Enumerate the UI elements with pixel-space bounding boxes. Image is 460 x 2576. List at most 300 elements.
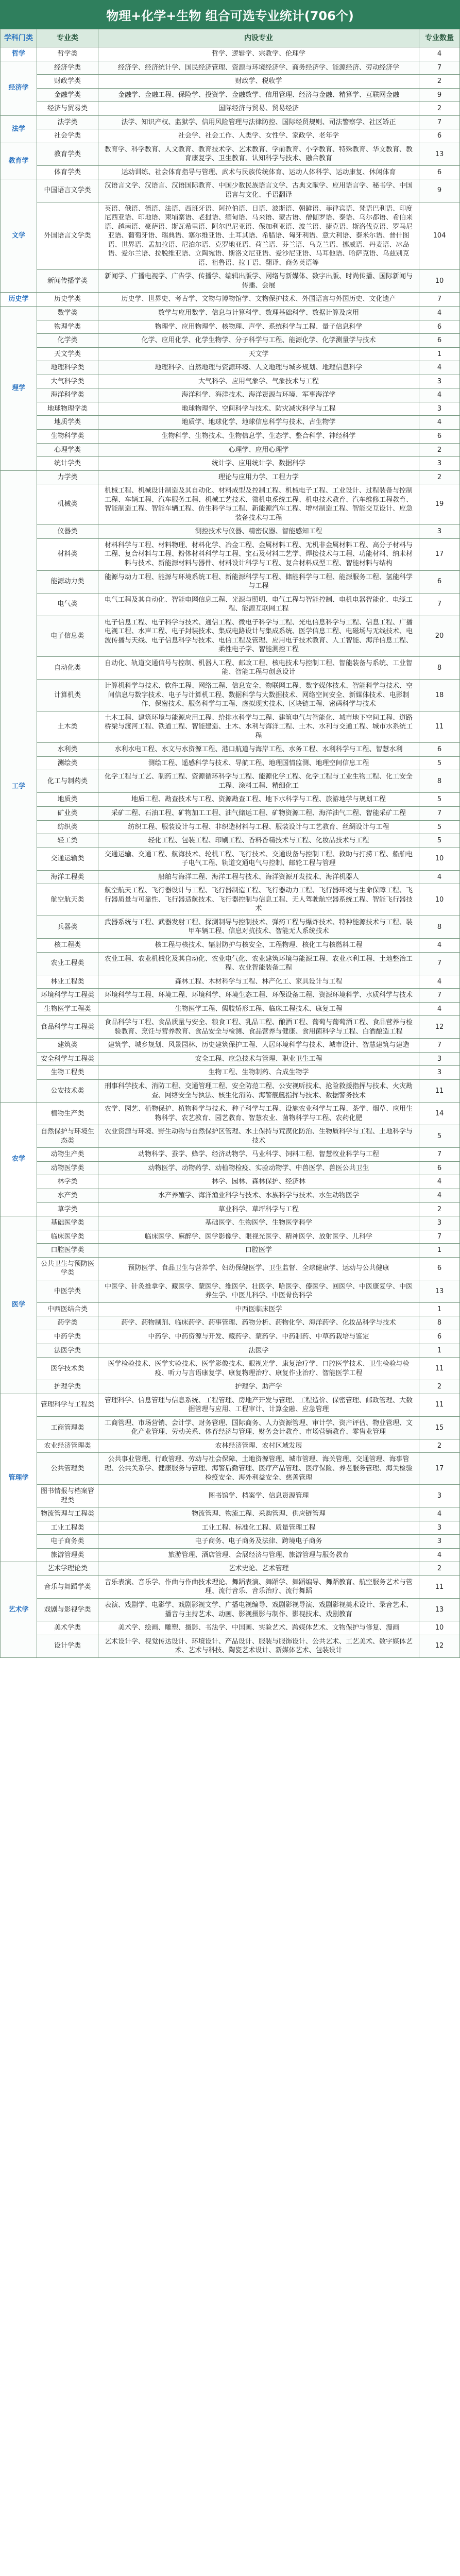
table-row bbox=[1, 1189, 460, 1202]
class-cell: 交通运输类 bbox=[37, 848, 98, 870]
majors-cell: 农业资源与环境、野生动物与自然保护区管理、水土保持与荒漠化防治、生物质科学与工程、土地科学与技术 bbox=[98, 1125, 419, 1148]
class-cell: 航空航天类 bbox=[37, 884, 98, 916]
count-cell: 7 bbox=[419, 807, 460, 821]
majors-cell: 护理学、助产学 bbox=[98, 1380, 419, 1394]
majors-cell: 食品科学与工程、食品质量与安全、粮食工程、乳品工程、酿酒工程、葡萄与葡萄酒工程、食品营养与检验教育、烹饪与营养教育、食品安全与检测、食品营养与健康、食用菌科学与工程、白酒酿造工程 bbox=[98, 1016, 419, 1039]
count-cell: 20 bbox=[419, 616, 460, 656]
class-cell: 经济与贸易类 bbox=[37, 102, 98, 116]
table-row bbox=[1, 1161, 460, 1175]
class-cell: 大气科学类 bbox=[37, 375, 98, 388]
table-row bbox=[1, 1344, 460, 1358]
majors-cell: 运动训练、社会体育指导与管理、武术与民族传统体育、运动人体科学、运动康复、休闲体育 bbox=[98, 165, 419, 179]
count-cell: 13 bbox=[419, 143, 460, 165]
table-row bbox=[1, 457, 460, 471]
majors-cell: 音乐表演、音乐学、作曲与作曲技术理论、舞蹈表演、舞蹈学、舞蹈编导、舞蹈教育、航空服务艺术与管理、流行音乐、音乐治疗、流行舞蹈 bbox=[98, 1575, 419, 1598]
class-cell: 设计学类 bbox=[37, 1635, 98, 1657]
class-cell: 新闻传播学类 bbox=[37, 270, 98, 293]
class-cell: 水产类 bbox=[37, 1189, 98, 1202]
class-cell: 林学类 bbox=[37, 1175, 98, 1189]
majors-cell: 化学工程与工艺、制药工程、资源循环科学与工程、能源化学工程、化学工程与工业生物工程、化工安全工程、涂料工程、精细化工 bbox=[98, 770, 419, 793]
majors-cell: 大气科学、应用气象学、气象技术与工程 bbox=[98, 375, 419, 388]
count-cell: 2 bbox=[419, 75, 460, 89]
class-cell: 化学类 bbox=[37, 334, 98, 348]
table-row bbox=[1, 1316, 460, 1330]
class-cell: 基础医学类 bbox=[37, 1216, 98, 1230]
class-cell: 草学类 bbox=[37, 1202, 98, 1216]
category-cell: 工学 bbox=[1, 470, 37, 1103]
category-cell: 艺术学 bbox=[1, 1562, 37, 1657]
header-count: 专业数量 bbox=[419, 29, 460, 47]
class-cell: 生物医学工程类 bbox=[37, 1002, 98, 1016]
class-cell: 电子信息类 bbox=[37, 616, 98, 656]
class-cell: 动物生产类 bbox=[37, 1148, 98, 1162]
majors-cell: 基础医学、生物医学、生物医学科学 bbox=[98, 1216, 419, 1230]
count-cell: 3 bbox=[419, 525, 460, 539]
class-cell: 医学技术类 bbox=[37, 1358, 98, 1380]
majors-cell: 国际经济与贸易、贸易经济 bbox=[98, 102, 419, 116]
majors-cell: 地球物理学、空间科学与技术、防灾减灾科学与工程 bbox=[98, 402, 419, 416]
majors-cell: 森林工程、木材科学与工程、林产化工、家具设计与工程 bbox=[98, 975, 419, 989]
majors-cell: 地理科学、自然地理与资源环境、人文地理与城乡规划、地理信息科学 bbox=[98, 361, 419, 375]
table-row bbox=[1, 916, 460, 938]
table-row bbox=[1, 820, 460, 834]
count-cell: 2 bbox=[419, 1562, 460, 1576]
table-row bbox=[1, 1280, 460, 1302]
majors-cell: 经济学、经济统计学、国民经济管理、资源与环境经济学、商务经济学、能源经济、劳动经济学 bbox=[98, 61, 419, 75]
count-cell: 6 bbox=[419, 1161, 460, 1175]
count-cell: 4 bbox=[419, 870, 460, 884]
count-cell: 8 bbox=[419, 1316, 460, 1330]
majors-cell: 地质工程、勘查技术与工程、资源勘查工程、地下水科学与工程、旅游地学与规划工程 bbox=[98, 793, 419, 807]
class-cell: 海洋科学类 bbox=[37, 388, 98, 402]
majors-cell: 口腔医学 bbox=[98, 1244, 419, 1258]
table-row bbox=[1, 1066, 460, 1080]
majors-cell: 安全工程、应急技术与管理、职业卫生工程 bbox=[98, 1052, 419, 1066]
count-cell: 4 bbox=[419, 388, 460, 402]
count-cell: 4 bbox=[419, 361, 460, 375]
class-cell: 计算机类 bbox=[37, 679, 98, 711]
class-cell: 戏剧与影视学类 bbox=[37, 1599, 98, 1621]
class-cell: 环境科学与工程类 bbox=[37, 989, 98, 1003]
count-cell: 3 bbox=[419, 375, 460, 388]
majors-cell: 测控技术与仪器、精密仪器、智能感知工程 bbox=[98, 525, 419, 539]
class-cell: 统计学类 bbox=[37, 457, 98, 471]
class-cell: 图书情报与档案管理类 bbox=[37, 1485, 98, 1507]
class-cell: 自然保护与环境生态类 bbox=[37, 1125, 98, 1148]
class-cell: 物理学类 bbox=[37, 320, 98, 334]
majors-cell: 艺术史论、艺术管理 bbox=[98, 1562, 419, 1576]
class-cell: 轻工类 bbox=[37, 834, 98, 848]
majors-cell: 教育学、科学教育、人文教育、教育技术学、艺术教育、学前教育、小学教育、特殊教育、华文教育、教育康复学、卫生教育、认知科学与技术、融合教育 bbox=[98, 143, 419, 165]
majors-cell: 能源与动力工程、能源与环境系统工程、新能源科学与工程、储能科学与工程、能源服务工程、氢能科学与工程 bbox=[98, 570, 419, 593]
table-row bbox=[1, 115, 460, 129]
count-cell: 11 bbox=[419, 1358, 460, 1380]
category-cell: 历史学 bbox=[1, 293, 37, 307]
majors-cell: 计算机科学与技术、软件工程、网络工程、信息安全、物联网工程、数字媒体技术、智能科学与技术、空间信息与数字技术、电子与计算机工程、数据科学与大数据技术、网络空间安全、新媒体技术、电影制作、保密技术、服务科学与工程、虚拟现实技术、区块链工程、密码科学与技术 bbox=[98, 679, 419, 711]
class-cell: 美术学类 bbox=[37, 1621, 98, 1635]
header-class: 专业类 bbox=[37, 29, 98, 47]
count-cell: 14 bbox=[419, 1103, 460, 1125]
count-cell: 7 bbox=[419, 61, 460, 75]
category-cell: 医学 bbox=[1, 1216, 37, 1394]
class-cell: 地理科学类 bbox=[37, 361, 98, 375]
majors-cell: 医学检验技术、医学实验技术、医学影像技术、眼视光学、康复治疗学、口腔医学技术、卫生检验与检疫、听力与言语康复学、康复物理治疗、康复作业治疗、智能医学工程 bbox=[98, 1358, 419, 1380]
table-row bbox=[1, 416, 460, 430]
count-cell: 4 bbox=[419, 975, 460, 989]
class-cell: 地质类 bbox=[37, 793, 98, 807]
majors-cell: 水利水电工程、水文与水资源工程、港口航道与海岸工程、水务工程、水利科学与工程、智慧水利 bbox=[98, 743, 419, 757]
majors-cell: 动物医学、动物药学、动植物检疫、实验动物学、中兽医学、兽医公共卫生 bbox=[98, 1161, 419, 1175]
table-row bbox=[1, 807, 460, 821]
class-cell: 建筑类 bbox=[37, 1039, 98, 1053]
count-cell: 6 bbox=[419, 165, 460, 179]
count-cell: 13 bbox=[419, 1599, 460, 1621]
table-row bbox=[1, 884, 460, 916]
class-cell: 中国语言文学类 bbox=[37, 179, 98, 202]
majors-cell: 测绘工程、遥感科学与技术、导航工程、地理国情监测、地理空间信息工程 bbox=[98, 756, 419, 770]
class-cell: 地球物理学类 bbox=[37, 402, 98, 416]
count-cell: 9 bbox=[419, 88, 460, 102]
majors-cell: 轻化工程、包装工程、印刷工程、香料香精技术与工程、化妆品技术与工程 bbox=[98, 834, 419, 848]
class-cell: 安全科学与工程类 bbox=[37, 1052, 98, 1066]
count-cell: 3 bbox=[419, 1535, 460, 1549]
table-row bbox=[1, 75, 460, 89]
class-cell: 法学类 bbox=[37, 115, 98, 129]
class-cell: 测绘类 bbox=[37, 756, 98, 770]
majors-cell: 中西医临床医学 bbox=[98, 1302, 419, 1316]
class-cell: 社会学类 bbox=[37, 129, 98, 143]
class-cell: 心理学类 bbox=[37, 443, 98, 457]
class-cell: 法医学类 bbox=[37, 1344, 98, 1358]
majors-cell: 美术学、绘画、雕塑、摄影、书法学、中国画、实验艺术、跨媒体艺术、文物保护与修复、漫画 bbox=[98, 1621, 419, 1635]
majors-cell: 物理学、应用物理学、核物理、声学、系统科学与工程、量子信息科学 bbox=[98, 320, 419, 334]
majors-cell: 化学、应用化学、化学生物学、分子科学与工程、能源化学、化学测量学与技术 bbox=[98, 334, 419, 348]
count-cell: 11 bbox=[419, 1080, 460, 1103]
class-cell: 地质学类 bbox=[37, 416, 98, 430]
majors-cell: 刑事科学技术、消防工程、交通管理工程、安全防范工程、公安视听技术、抢险救援指挥与技术、火灾勘查、网络安全与执法、核生化消防、海警舰艇指挥与技术、数据警务技术 bbox=[98, 1080, 419, 1103]
count-cell: 8 bbox=[419, 770, 460, 793]
table-row bbox=[1, 1125, 460, 1148]
majors-cell: 临床医学、麻醉学、医学影像学、眼视光医学、精神医学、放射医学、儿科学 bbox=[98, 1230, 419, 1244]
count-cell: 7 bbox=[419, 593, 460, 616]
table-row bbox=[1, 989, 460, 1003]
count-cell: 2 bbox=[419, 1439, 460, 1453]
majors-cell: 图书馆学、档案学、信息资源管理 bbox=[98, 1485, 419, 1507]
category-cell: 文学 bbox=[1, 179, 37, 293]
class-cell: 天文学类 bbox=[37, 347, 98, 361]
table-row bbox=[1, 593, 460, 616]
count-cell: 7 bbox=[419, 1148, 460, 1162]
category-cell: 哲学 bbox=[1, 47, 37, 61]
class-cell: 护理学类 bbox=[37, 1380, 98, 1394]
majors-cell: 环境科学与工程、环境工程、环境科学、环境生态工程、环保设备工程、资源环境科学、水质科学与技术 bbox=[98, 989, 419, 1003]
table-row bbox=[1, 1562, 460, 1576]
majors-cell: 心理学、应用心理学 bbox=[98, 443, 419, 457]
class-cell: 食品科学与工程类 bbox=[37, 1016, 98, 1039]
count-cell: 7 bbox=[419, 989, 460, 1003]
majors-cell: 工商管理、市场营销、会计学、财务管理、国际商务、人力资源管理、审计学、资产评估、物业管理、文化产业管理、劳动关系、体育经济与管理、财务会计教育、市场营销教育、零售业管理 bbox=[98, 1416, 419, 1439]
category-cell: 管理学 bbox=[1, 1394, 37, 1562]
table-row bbox=[1, 570, 460, 593]
class-cell: 临床医学类 bbox=[37, 1230, 98, 1244]
count-cell: 17 bbox=[419, 538, 460, 570]
count-cell: 6 bbox=[419, 334, 460, 348]
majors-cell: 中药学、中药资源与开发、藏药学、蒙药学、中药制药、中草药栽培与鉴定 bbox=[98, 1330, 419, 1344]
table-row bbox=[1, 375, 460, 388]
table-row bbox=[1, 61, 460, 75]
table-row bbox=[1, 1257, 460, 1280]
count-cell: 10 bbox=[419, 270, 460, 293]
table-row bbox=[1, 1330, 460, 1344]
majors-cell: 数学与应用数学、信息与计算科学、数理基础科学、数据计算及应用 bbox=[98, 307, 419, 320]
count-cell: 104 bbox=[419, 202, 460, 270]
table-row bbox=[1, 939, 460, 953]
table-row bbox=[1, 1453, 460, 1485]
majors-cell: 理论与应用力学、工程力学 bbox=[98, 470, 419, 484]
class-cell: 财政学类 bbox=[37, 75, 98, 89]
class-cell: 机械类 bbox=[37, 484, 98, 525]
count-cell: 11 bbox=[419, 1394, 460, 1416]
table-row bbox=[1, 656, 460, 679]
majors-cell: 英语、俄语、德语、法语、西班牙语、阿拉伯语、日语、波斯语、朝鲜语、菲律宾语、梵语巴利语、印度尼西亚语、印地语、柬埔寨语、老挝语、缅甸语、马来语、蒙古语、僧伽罗语、泰语、乌尔都语、希伯来语、越南语、豪萨语、斯瓦希里语、阿尔巴尼亚语、保加利亚语、波兰语、捷克语、斯洛伐克语、罗马尼亚语、葡萄牙语、瑞典语、塞尔维亚语、土耳其语、希腊语、匈牙利语、意大利语、泰米尔语、普什图语、世界语、孟加拉语、尼泊尔语、克罗地亚语、荷兰语、芬兰语、乌克兰语、挪威语、丹麦语、冰岛语、爱尔兰语、拉脱维亚语、立陶宛语、斯洛文尼亚语、爱沙尼亚语、马耳他语、哈萨克语、乌兹别克语、祖鲁语、拉丁语、翻译、商务英语等 bbox=[98, 202, 419, 270]
table-row bbox=[1, 1103, 460, 1125]
table-row bbox=[1, 429, 460, 443]
class-cell: 仪器类 bbox=[37, 525, 98, 539]
table-row bbox=[1, 270, 460, 293]
count-cell: 10 bbox=[419, 1621, 460, 1635]
count-cell: 7 bbox=[419, 293, 460, 307]
class-cell: 农业经济管理类 bbox=[37, 1439, 98, 1453]
count-cell: 6 bbox=[419, 1330, 460, 1344]
table-row bbox=[1, 848, 460, 870]
majors-cell: 财政学、税收学 bbox=[98, 75, 419, 89]
class-cell: 林业工程类 bbox=[37, 975, 98, 989]
table-row bbox=[1, 165, 460, 179]
majors-cell: 农林经济管理、农村区域发展 bbox=[98, 1439, 419, 1453]
table-row bbox=[1, 538, 460, 570]
class-cell: 金融学类 bbox=[37, 88, 98, 102]
majors-cell: 法医学 bbox=[98, 1344, 419, 1358]
majors-cell: 林学、园林、森林保护、经济林 bbox=[98, 1175, 419, 1189]
footer-note bbox=[0, 1658, 460, 1669]
count-cell: 7 bbox=[419, 1230, 460, 1244]
class-cell: 土木类 bbox=[37, 711, 98, 743]
majors-cell: 艺术设计学、视觉传达设计、环境设计、产品设计、服装与服饰设计、公共艺术、工艺美术、数字媒体艺术、艺术与科技、陶瓷艺术设计、新媒体艺术、包装设计 bbox=[98, 1635, 419, 1657]
table-row bbox=[1, 525, 460, 539]
table-row bbox=[1, 293, 460, 307]
majors-cell: 物流管理、物流工程、采购管理、供应链管理 bbox=[98, 1507, 419, 1521]
class-cell: 兵器类 bbox=[37, 916, 98, 938]
majors-cell: 武器系统与工程、武器发射工程、探测制导与控制技术、弹药工程与爆炸技术、特种能源技术与工程、装甲车辆工程、信息对抗技术、智能无人系统技术 bbox=[98, 916, 419, 938]
count-cell: 7 bbox=[419, 115, 460, 129]
table-row bbox=[1, 1002, 460, 1016]
table-row bbox=[1, 1521, 460, 1535]
class-cell: 中医学类 bbox=[37, 1280, 98, 1302]
table-row bbox=[1, 470, 460, 484]
table-row bbox=[1, 1230, 460, 1244]
class-cell: 电子商务类 bbox=[37, 1535, 98, 1549]
class-cell: 旅游管理类 bbox=[37, 1548, 98, 1562]
majors-cell: 海洋科学、海洋技术、海洋资源与环境、军事海洋学 bbox=[98, 388, 419, 402]
count-cell: 4 bbox=[419, 416, 460, 430]
table-row bbox=[1, 975, 460, 989]
majors-cell: 交通运输、交通工程、航海技术、轮机工程、飞行技术、交通设备与控制工程、救助与打捞工程、船舶电子电气工程、轨道交通电气与控制、邮轮工程与管理 bbox=[98, 848, 419, 870]
category-cell: 理学 bbox=[1, 307, 37, 471]
table-row bbox=[1, 1202, 460, 1216]
majors-cell: 材料科学与工程、材料物理、材料化学、冶金工程、金属材料工程、无机非金属材料工程、高分子材料与工程、复合材料与工程、粉体材料科学与工程、宝石及材料工艺学、焊接技术与工程、功能材料、纳米材料与技术、新能源材料与器件、材料设计科学与工程、复合材料成型工程、智能材料与结构 bbox=[98, 538, 419, 570]
majors-cell: 中医学、针灸推拿学、藏医学、蒙医学、维医学、壮医学、哈医学、傣医学、回医学、中医康复学、中医养生学、中医儿科学、中医骨伤科学 bbox=[98, 1280, 419, 1302]
table-row bbox=[1, 484, 460, 525]
table-row bbox=[1, 1416, 460, 1439]
table-row bbox=[1, 756, 460, 770]
class-cell: 经济学类 bbox=[37, 61, 98, 75]
class-cell: 口腔医学类 bbox=[37, 1244, 98, 1258]
count-cell: 6 bbox=[419, 1257, 460, 1280]
count-cell: 6 bbox=[419, 570, 460, 593]
class-cell: 海洋工程类 bbox=[37, 870, 98, 884]
table-row bbox=[1, 334, 460, 348]
table-row bbox=[1, 1635, 460, 1657]
class-cell: 数学类 bbox=[37, 307, 98, 320]
table-body bbox=[1, 47, 460, 1658]
majors-cell: 天文学 bbox=[98, 347, 419, 361]
class-cell: 纺织类 bbox=[37, 820, 98, 834]
count-cell: 1 bbox=[419, 1244, 460, 1258]
count-cell: 3 bbox=[419, 402, 460, 416]
majors-cell: 哲学、逻辑学、宗教学、伦理学 bbox=[98, 47, 419, 61]
count-cell: 4 bbox=[419, 307, 460, 320]
count-cell: 5 bbox=[419, 820, 460, 834]
class-cell: 工业工程类 bbox=[37, 1521, 98, 1535]
table-row bbox=[1, 202, 460, 270]
class-cell: 农业工程类 bbox=[37, 952, 98, 975]
count-cell: 3 bbox=[419, 1521, 460, 1535]
majors-cell: 农业工程、农业机械化及其自动化、农业电气化、农业建筑环境与能源工程、农业水利工程、土地整治工程、农业智能装备工程 bbox=[98, 952, 419, 975]
count-cell: 12 bbox=[419, 1635, 460, 1657]
table-row bbox=[1, 1380, 460, 1394]
majors-cell: 公共事业管理、行政管理、劳动与社会保障、土地资源管理、城市管理、海关管理、交通管理、海事管理、公共关系学、健康服务与管理、海警后勤管理、医疗产品管理、医疗保险、养老服务管理、海关检验检疫安全、海外利益安全、慈善管理 bbox=[98, 1453, 419, 1485]
majors-cell: 生物医学工程、假肢矫形工程、临床工程技术、康复工程 bbox=[98, 1002, 419, 1016]
majors-cell: 表演、戏剧学、电影学、戏剧影视文学、广播电视编导、戏剧影视导演、戏剧影视美术设计、录音艺术、播音与主持艺术、动画、影视摄影与制作、影视技术、戏剧教育 bbox=[98, 1599, 419, 1621]
count-cell: 2 bbox=[419, 102, 460, 116]
majors-cell: 金融学、金融工程、保险学、投资学、金融数学、信用管理、经济与金融、精算学、互联网金融 bbox=[98, 88, 419, 102]
class-cell: 植物生产类 bbox=[37, 1103, 98, 1125]
class-cell: 体育学类 bbox=[37, 165, 98, 179]
table-row bbox=[1, 679, 460, 711]
class-cell: 核工程类 bbox=[37, 939, 98, 953]
class-cell: 力学类 bbox=[37, 470, 98, 484]
class-cell: 公安技术类 bbox=[37, 1080, 98, 1103]
category-cell: 法学 bbox=[1, 115, 37, 143]
majors-cell: 预防医学、食品卫生与营养学、妇幼保健医学、卫生监督、全球健康学、运动与公共健康 bbox=[98, 1257, 419, 1280]
majors-cell: 核工程与核技术、辐射防护与核安全、工程物理、核化工与核燃料工程 bbox=[98, 939, 419, 953]
table-row bbox=[1, 1394, 460, 1416]
count-cell: 8 bbox=[419, 656, 460, 679]
count-cell: 6 bbox=[419, 129, 460, 143]
count-cell: 3 bbox=[419, 1216, 460, 1230]
class-cell: 中西医结合类 bbox=[37, 1302, 98, 1316]
count-cell: 2 bbox=[419, 470, 460, 484]
count-cell: 5 bbox=[419, 1125, 460, 1148]
table-row bbox=[1, 1535, 460, 1549]
majors-cell: 农学、园艺、植物保护、植物科学与技术、种子科学与工程、设施农业科学与工程、茶学、烟草、应用生物科学、农艺教育、园艺教育、智慧农业、菌物科学与工程、农药化肥 bbox=[98, 1103, 419, 1125]
count-cell: 19 bbox=[419, 484, 460, 525]
majors-cell: 电子信息工程、电子科学与技术、通信工程、微电子科学与工程、光电信息科学与工程、信息工程、广播电视工程、水声工程、电子封装技术、集成电路设计与集成系统、医学信息工程、电磁场与无线技术、电波传播与天线、电子信息科学与技术、电信工程及管理、应用电子技术教育、人工智能、海洋信息工程、柔性电子学、智能测控工程 bbox=[98, 616, 419, 656]
count-cell: 4 bbox=[419, 1548, 460, 1562]
majors-cell: 法学、知识产权、监狱学、信用风险管理与法律防控、国际经贸规则、司法警察学、社区矫正 bbox=[98, 115, 419, 129]
table-row bbox=[1, 179, 460, 202]
majors-cell: 机械工程、机械设计制造及其自动化、材料成型及控制工程、机械电子工程、工业设计、过程装备与控制工程、车辆工程、汽车服务工程、机械工艺技术、微机电系统工程、机电技术教育、汽车维修工程教育、智能制造工程、智能车辆工程、仿生科学与工程、新能源汽车工程、增材制造工程、智能交互设计、应急装备技术与工程 bbox=[98, 484, 419, 525]
table-row bbox=[1, 1358, 460, 1380]
count-cell: 3 bbox=[419, 1066, 460, 1080]
count-cell: 3 bbox=[419, 457, 460, 471]
class-cell: 矿业类 bbox=[37, 807, 98, 821]
count-cell: 17 bbox=[419, 1453, 460, 1485]
majors-cell: 航空航天工程、飞行器设计与工程、飞行器制造工程、飞行器动力工程、飞行器环境与生命保障工程、飞行器质量与可靠性、飞行器适航技术、飞行器控制与信息工程、无人驾驶航空器系统工程、智能飞行器技术 bbox=[98, 884, 419, 916]
class-cell: 物流管理与工程类 bbox=[37, 1507, 98, 1521]
table-row bbox=[1, 1485, 460, 1507]
table-row bbox=[1, 443, 460, 457]
table-row bbox=[1, 143, 460, 165]
count-cell: 10 bbox=[419, 884, 460, 916]
count-cell: 5 bbox=[419, 793, 460, 807]
page-title: 物理+化学+生物 组合可选专业统计(706个) bbox=[0, 0, 460, 29]
table-row bbox=[1, 743, 460, 757]
table-row bbox=[1, 402, 460, 416]
table-row bbox=[1, 834, 460, 848]
count-cell: 1 bbox=[419, 1302, 460, 1316]
table-row bbox=[1, 616, 460, 656]
class-cell: 水利类 bbox=[37, 743, 98, 757]
class-cell: 教育学类 bbox=[37, 143, 98, 165]
majors-cell: 建筑学、城乡规划、风景园林、历史建筑保护工程、人居环境科学与技术、城市设计、智慧建筑与建造 bbox=[98, 1039, 419, 1053]
table-row bbox=[1, 1148, 460, 1162]
header-category: 学科门类 bbox=[1, 29, 37, 47]
majors-cell: 地质学、地球化学、地球信息科学与技术、古生物学 bbox=[98, 416, 419, 430]
count-cell: 5 bbox=[419, 834, 460, 848]
count-cell: 4 bbox=[419, 939, 460, 953]
majors-cell: 旅游管理、酒店管理、会展经济与管理、旅游管理与服务教育 bbox=[98, 1548, 419, 1562]
count-cell: 11 bbox=[419, 711, 460, 743]
count-cell: 18 bbox=[419, 679, 460, 711]
count-cell: 4 bbox=[419, 1002, 460, 1016]
table-row bbox=[1, 1621, 460, 1635]
count-cell: 9 bbox=[419, 179, 460, 202]
table-row bbox=[1, 1039, 460, 1053]
majors-cell: 历史学、世界史、考古学、文物与博物馆学、文物保护技术、外国语言与外国历史、文化遗产 bbox=[98, 293, 419, 307]
count-cell: 13 bbox=[419, 1280, 460, 1302]
table-row bbox=[1, 320, 460, 334]
table-row bbox=[1, 870, 460, 884]
table-row bbox=[1, 1599, 460, 1621]
majors-cell: 土木工程、建筑环境与能源应用工程、给排水科学与工程、建筑电气与智能化、城市地下空间工程、道路桥梁与渡河工程、铁道工程、智能建造、土木、水利与海洋工程、土木、水利与交通工程、城市水系统工程 bbox=[98, 711, 419, 743]
table-row bbox=[1, 1244, 460, 1258]
majors-cell: 纺织工程、服装设计与工程、非织造材料与工程、服装设计与工艺教育、丝绸设计与工程 bbox=[98, 820, 419, 834]
majors-cell: 管理科学、信息管理与信息系统、工程管理、房地产开发与管理、工程造价、保密管理、邮政管理、大数据管理与应用、工程审计、计算金融、应急管理 bbox=[98, 1394, 419, 1416]
majors-cell: 水产养殖学、海洋渔业科学与技术、水族科学与技术、水生动物医学 bbox=[98, 1189, 419, 1202]
table-header-row bbox=[1, 29, 460, 47]
category-cell: 经济学 bbox=[1, 61, 37, 115]
table-row bbox=[1, 1175, 460, 1189]
majors-cell: 生物工程、生物制药、合成生物学 bbox=[98, 1066, 419, 1080]
class-cell: 电气类 bbox=[37, 593, 98, 616]
count-cell: 5 bbox=[419, 756, 460, 770]
table-row bbox=[1, 1302, 460, 1316]
table-row bbox=[1, 1548, 460, 1562]
count-cell: 1 bbox=[419, 347, 460, 361]
table-row bbox=[1, 1507, 460, 1521]
majors-cell: 药学、药物制剂、临床药学、药事管理、药物分析、药物化学、海洋药学、化妆品科学与技术 bbox=[98, 1316, 419, 1330]
